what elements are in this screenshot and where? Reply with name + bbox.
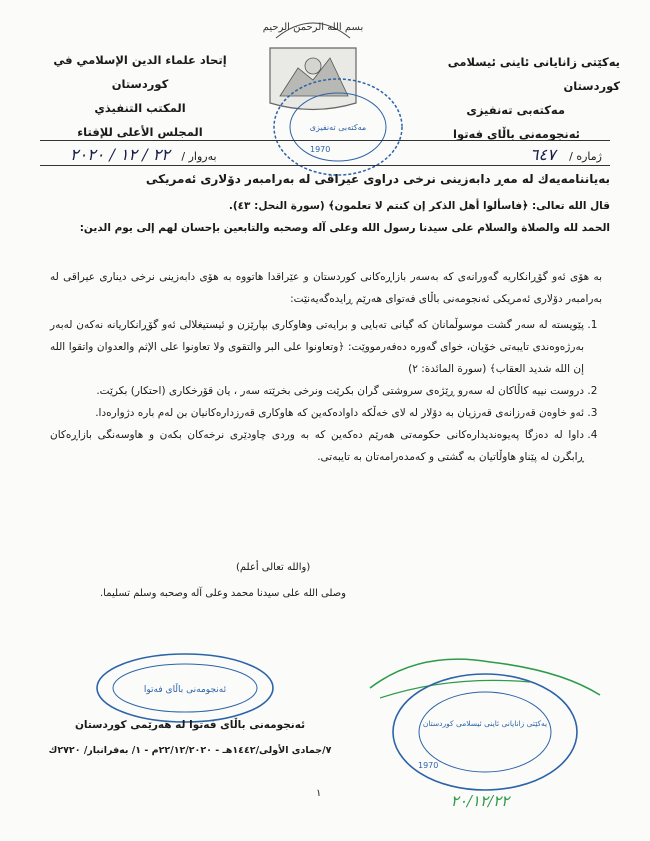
header-left: [45, 48, 235, 144]
closing-wallah: (والله تعالى أعلم): [236, 562, 311, 573]
closing-salla: وصلى الله على سيدنا محمد وعلى آله وصحبه وسلم تسليما.: [100, 588, 346, 599]
signature-date: ٧/جمادى الأولى/١٤٤٢هـ - ٢٢/١٢/٢٠٢٠م - ١/ بەفرانبار/ ٢٧٢٠ك: [48, 745, 332, 756]
points-list: [50, 314, 602, 468]
reference-date-label: بەروار /: [181, 150, 217, 163]
reference-bar: [40, 140, 610, 166]
header-left-council: المجلس الأعلى للإفتاء: [77, 125, 203, 139]
basmala-text: بسم الله الرحمن الرحيم: [262, 22, 364, 33]
svg-text:مەكتەبی تەنفیزی: مەكتەبی تەنفیزی: [309, 123, 367, 132]
document-title: بەیاننامەیەك لە مەڕ دابەزینی نرخی دراوی عیراقی لە بەرامبەر دۆلاری ئەمریكی: [145, 172, 610, 186]
signature-org: ئەنجومەنی باڵای فەتوا لە هەرێمی كوردستان: [74, 719, 306, 731]
header-right-office: مەکتەبی تەنفیزی: [466, 103, 565, 117]
signature-block: [40, 712, 340, 764]
header-right-council: ئەنجومەنی باڵای فەتوا: [453, 127, 580, 141]
council-stamp-text: ئەنجومەنی باڵای فەتوا: [143, 685, 227, 695]
svg-text:1970: 1970: [310, 145, 331, 154]
header-left-org: إتحاد علماء الدين الإسلامي في كوردستان: [53, 53, 227, 91]
reference-number: [530, 145, 602, 164]
signature-stamp-year: 1970: [418, 761, 439, 770]
reference-date: [70, 145, 217, 164]
statement-body: [50, 266, 602, 468]
signature-stamp-text: یەکێتی زانایانی ئاینی ئیسلامی کوردستان: [422, 719, 548, 728]
list-item: 3. ئەو خاوەن قەرزانەی قەرزیان بە دۆلار لە لای خەڵكە داوادەكەین كە هاوكاری قەرزدارەكانیان بن لەم بارە دژوارەدا.: [50, 402, 584, 424]
reference-number-label: ژمارە /: [569, 150, 602, 163]
header-left-office: المكتب التنفيذي: [94, 101, 186, 115]
intro-paragraph: بە هۆی ئەو گۆڕانكاریە گەورانەی كە بەسەر بازاڕەكانی كوردستان و عێراقدا هاتووە بە هۆی دابەزینی نرخی دیناری عیراقی لە بەرامبەر دۆلاری ئەمریكی ئەنجومەنی باڵای فەتوای هەرێم ڕایدەگەیەنێت:: [50, 271, 602, 305]
praise-line: الحمد لله والصلاة والسلام على سيدنا رسول الله وعلى آله وصحبه والتابعين بإحسان لهم إلى يوم الدين:: [79, 222, 610, 234]
header-right-org: یەکێتی زانایانی ئاینی ئیسلامی کوردستان: [447, 55, 620, 93]
reference-date-value: ٢٢ / ١٢ / ٢٠٢٠: [70, 145, 170, 164]
header-right: [410, 50, 620, 146]
signature-stamp: [360, 640, 610, 815]
list-item: 1. پێویستە لە سەر گشت موسوڵمانان كە گیانی تەبایی و برایەتی وهاوكاری بپارێزن و ئیستیغلالی ئەو گۆڕانكاریانە نەكەن لەبەر بەرژەوەندی تایبەتی خۆیان، خوای گەورە دەفەرمووێت: ﴿وتعاونوا على البر والتقوى ولا تعاونوا على الإثم والعدوان واتقوا الله إن الله شديد العقاب﴾ (سورة المائدة: ٢): [50, 314, 584, 380]
page-number: ١: [316, 788, 322, 799]
list-item: 4. داوا لە دەزگا پەیوەندیدارەكانی حكومەتی هەرێم دەكەین كە بە وردی چاودێری نرخەكان بكەن و هاوسەنگی بازاڕەكان ڕابگرن لە پێناو هاوڵاتیان بە گشتی و كەمدەرامەتان بە تایبەتی.: [50, 424, 584, 468]
reference-number-value: ٦٤٧: [529, 145, 556, 164]
list-item: 2. دروست نییە كاڵاكان لە سەرو ڕێژەی سروشتی گران بكرێت ونرخی بخرێتە سەر ، یان قۆرخكاری (احتكار) بكرێت.: [50, 380, 584, 402]
signature-handwritten-date: ٢٠/١٢/٢٢: [450, 792, 510, 810]
quran-verse: قال الله تعالى: ﴿فاسألوا أهل الذكر إن كنتم لا تعلمون﴾ (سورة النحل: ٤٣).: [228, 200, 610, 212]
